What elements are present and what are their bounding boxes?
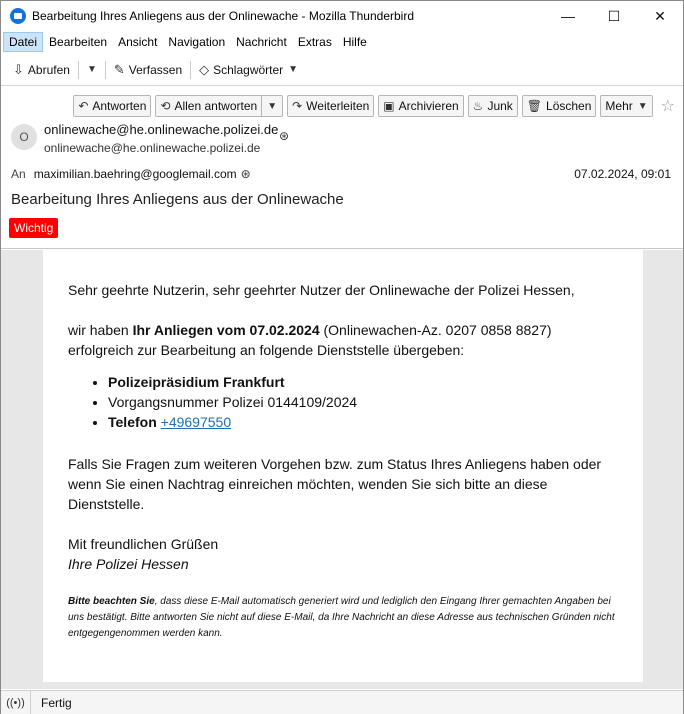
more-label: Mehr <box>605 99 633 113</box>
phone-link[interactable]: +49697550 <box>160 414 232 430</box>
menu-extras[interactable]: Extras <box>297 35 332 49</box>
contact-icon[interactable]: ⊛ <box>279 129 290 143</box>
reply-all-icon: ⟲ <box>160 99 171 113</box>
compose-label: Verfassen <box>128 62 183 77</box>
intro-paragraph <box>68 320 618 360</box>
reply-button[interactable] <box>73 95 151 117</box>
sender-name[interactable]: onlinewache@he.onlinewache.polizei.de <box>44 122 279 137</box>
tag-icon: ◇ <box>199 61 210 77</box>
thunderbird-logo-icon <box>10 8 26 24</box>
sender-address[interactable]: onlinewache@he.onlinewache.polizei.de <box>44 141 261 155</box>
recipient-address[interactable]: maximilian.baehring@googlemail.com <box>33 167 237 181</box>
forward-button[interactable] <box>287 95 374 117</box>
toolbar-separator <box>190 61 191 79</box>
archive-icon: ▣ <box>383 99 395 113</box>
avatar: O <box>11 124 37 150</box>
junk-button[interactable] <box>468 95 518 117</box>
list-item: • Vorgangsnummer Polizei 0144109/2024 <box>108 392 618 412</box>
junk-label: Junk <box>487 99 513 113</box>
more-button[interactable] <box>600 95 652 117</box>
reply-all-label: Allen antworten <box>174 99 258 113</box>
delete-label: Löschen <box>546 99 592 113</box>
reply-all-button[interactable] <box>155 95 283 117</box>
footnote <box>68 594 618 642</box>
chevron-down-icon: ▼ <box>637 100 648 112</box>
chevron-down-icon: ▼ <box>86 64 97 75</box>
fetch-dropdown-button[interactable] <box>83 58 101 82</box>
questions-paragraph: Falls Sie Fragen zum weiteren Vorgehen bzw. zum Status Ihres Anliegens haben oder wenn Sie einen Nachtrag einreichen möchten, wenden Sie sich bitte an diese Dienststelle. <box>68 456 602 512</box>
window-controls <box>545 1 683 31</box>
fetch-button[interactable] <box>9 58 74 82</box>
menu-nachricht[interactable]: Nachricht <box>236 35 287 49</box>
menu-ansicht[interactable]: Ansicht <box>118 35 158 49</box>
to-label: An <box>11 167 26 181</box>
menu-hilfe[interactable]: Hilfe <box>342 35 367 49</box>
fetch-label: Abrufen <box>27 62 70 77</box>
chevron-down-icon: ▼ <box>267 100 278 112</box>
menu-bar <box>1 31 683 53</box>
close-button[interactable]: ✕ <box>654 7 666 24</box>
forward-icon: ↷ <box>292 99 303 113</box>
closing-paragraph <box>68 534 618 574</box>
reply-all-dropdown[interactable] <box>262 96 282 116</box>
footnote-text: , dass diese E-Mail automatisch generiert wird und lediglich den Eingang Ihrer gemachten Angaben bei uns bestätigt. Bitte antworten Sie nicht auf diese E-Mail, da Ihre Nachricht an diese Adresse aus technischen Gründen nicht entgegengenommen werden kann. <box>68 596 615 639</box>
list-item <box>108 412 618 432</box>
menu-bearbeiten[interactable]: Bearbeiten <box>49 35 108 49</box>
archive-button[interactable] <box>378 95 463 117</box>
toolbar-separator <box>78 61 79 79</box>
cloud-download-icon: ⇩ <box>13 61 24 77</box>
intro-suffix: (Onlinewachen-Az. 0207 0858 8827) erfolgreich zur Bearbeitung an folgende Dienststelle übergeben: <box>68 322 552 358</box>
pencil-icon: ✎ <box>113 61 125 77</box>
reply-icon: ↶ <box>78 99 89 113</box>
status-bar <box>1 690 683 714</box>
tags-label: Schlagwörter <box>213 62 284 77</box>
signature-text: Ihre Polizei Hessen <box>68 556 189 572</box>
contact-icon[interactable]: ⊛ <box>240 167 251 181</box>
menu-navigation[interactable]: Navigation <box>168 35 226 49</box>
message-header <box>1 87 683 249</box>
star-icon[interactable]: ☆ <box>660 98 675 115</box>
trash-icon: 🗑 <box>526 99 543 113</box>
message-date: 07.02.2024, 09:01 <box>574 167 671 181</box>
flame-icon: ♨ <box>472 99 484 113</box>
toolbar-separator <box>105 61 106 79</box>
tags-button[interactable] <box>195 58 302 82</box>
minimize-button[interactable]: — <box>561 8 575 24</box>
maximize-button[interactable]: ☐ <box>607 7 621 24</box>
forward-label: Weiterleiten <box>306 99 370 113</box>
closing-text: Mit freundlichen Grüßen <box>68 536 219 552</box>
footnote-bold: Bitte beachten Sie <box>68 596 155 607</box>
delete-button[interactable] <box>522 95 597 117</box>
activity-icon[interactable]: ((•)) <box>1 691 31 714</box>
title-bar <box>1 1 683 31</box>
message-body-area <box>1 250 683 689</box>
greeting-paragraph: Sehr geehrte Nutzerin, sehr geehrter Nutzer der Onlinewache der Polizei Hessen, <box>68 282 575 298</box>
recipient-row <box>11 167 251 181</box>
reply-label: Antworten <box>92 99 147 113</box>
header-action-buttons <box>73 95 675 117</box>
message-subject: Bearbeitung Ihres Anliegens aus der Onlinewache <box>11 191 344 208</box>
status-text: Fertig <box>41 695 72 710</box>
intro-prefix: wir haben <box>68 322 133 338</box>
archive-label: Archivieren <box>398 99 459 113</box>
office-details-list <box>108 372 618 432</box>
window-title: Bearbeitung Ihres Anliegens aus der Onlinewache - Mozilla Thunderbird <box>32 9 415 23</box>
chevron-down-icon: ▼ <box>288 64 299 75</box>
compose-button[interactable] <box>110 58 186 82</box>
message-body <box>43 250 643 682</box>
phone-label: Telefon <box>108 414 157 430</box>
tag-badge: Wichtig <box>9 218 58 238</box>
main-toolbar <box>1 54 683 86</box>
list-item: • Polizeipräsidium Frankfurt <box>108 372 618 392</box>
reply-all-main[interactable] <box>156 96 262 116</box>
menu-datei[interactable]: Datei <box>3 32 43 52</box>
intro-bold: Ihr Anliegen vom 07.02.2024 <box>132 322 320 338</box>
